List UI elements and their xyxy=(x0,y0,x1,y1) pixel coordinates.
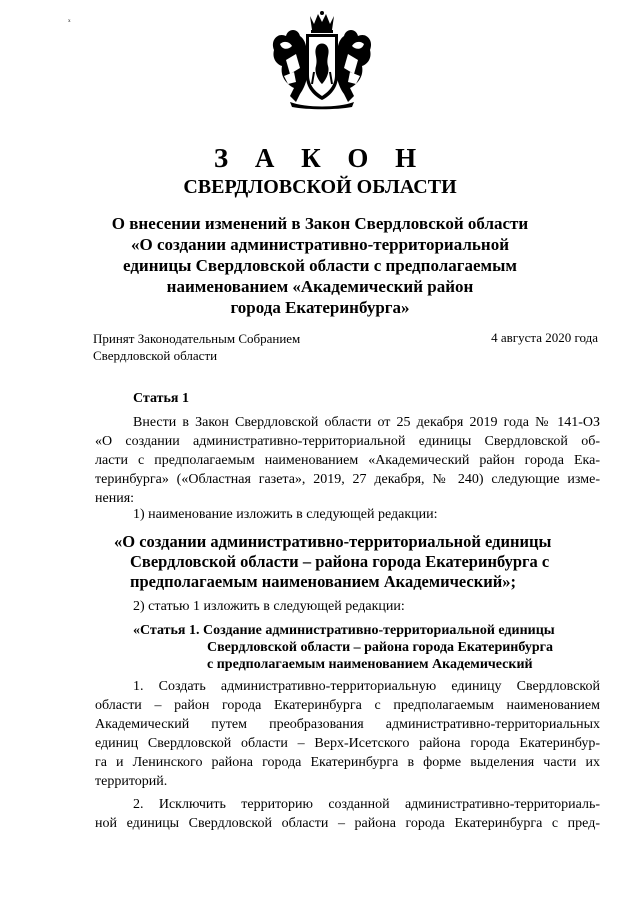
article-heading: Статья 1 xyxy=(133,391,189,406)
amendment-item-1: 1) наименование изложить в следующей редакции: xyxy=(133,507,438,522)
document-title: З А К О Н xyxy=(213,143,427,173)
paragraph-line: ласти с предполагаемым наименованием «Академический район города Ека- xyxy=(95,453,600,468)
coat-of-arms-emblem xyxy=(266,10,378,110)
paragraph-line: 2. Исключить территорию созданной административно-территориаль- xyxy=(133,797,600,812)
paragraph-line: га и Ленинского района города Екатеринбурга в форме выделения части их xyxy=(95,755,600,770)
paragraph-line: области – район города Екатеринбурга с предполагаемым наименованием xyxy=(95,698,600,713)
quote-line: «О создании административно-территориальной единицы xyxy=(114,532,552,551)
subject-line: единицы Свердловской области с предполагаемым xyxy=(123,256,517,275)
paragraph-line: единиц Свердловской области – Верх-Исетского района города Екатеринбур- xyxy=(95,736,600,751)
adoption-line: Принят Законодательным Собранием xyxy=(93,331,301,346)
paragraph-line: ной единицы Свердловской области – района города Екатеринбурга с пред- xyxy=(95,816,600,831)
document-region: СВЕРДЛОВСКОЙ ОБЛАСТИ xyxy=(183,176,457,198)
paragraph-line: нения: xyxy=(95,491,135,506)
article-1-line: с предполагаемым наименованием Академический xyxy=(207,657,533,672)
corner-mark: ₓ xyxy=(68,13,71,23)
adoption-note xyxy=(93,330,300,364)
subject-line: наименованием «Академический район xyxy=(166,277,474,296)
adoption-date: 4 августа 2020 года xyxy=(491,330,598,345)
law-subject xyxy=(100,213,540,318)
article-intro-paragraph xyxy=(95,413,600,508)
amendment-item-2: 2) статью 1 изложить в следующей редакции: xyxy=(133,599,405,614)
clause-1-paragraph xyxy=(95,677,600,791)
paragraph-line: Академический путем преобразования административно-территориальных xyxy=(95,717,600,732)
article-1-line: «Статья 1. Создание административно-территориальной единицы xyxy=(133,623,555,638)
paragraph-line: «О создании административно-территориальной единицы Свердловской об- xyxy=(95,434,600,449)
new-title-quote xyxy=(114,532,604,592)
article-1-line: Свердловской области – района города Екатеринбурга xyxy=(207,640,553,655)
article-1-heading xyxy=(133,622,603,673)
subject-line: «О создании административно-территориальной xyxy=(131,235,509,254)
clause-2-paragraph xyxy=(95,795,600,833)
subject-line: О внесении изменений в Закон Свердловской области xyxy=(111,214,529,233)
paragraph-line: территорий. xyxy=(95,774,168,789)
paragraph-line: Внести в Закон Свердловской области от 25 декабря 2019 года № 141-ОЗ xyxy=(133,415,600,430)
quote-line: Свердловской области – района города Екатеринбурга с xyxy=(130,552,550,571)
paragraph-line: теринбурга» («Областная газета», 2019, 27 декабря, № 240) следующие изме- xyxy=(95,472,600,487)
quote-line: предполагаемым наименованием Академический»; xyxy=(130,572,517,591)
adoption-line: Свердловской области xyxy=(93,348,218,363)
coat-of-arms-icon xyxy=(266,10,378,110)
subject-line: города Екатеринбурга» xyxy=(230,298,410,317)
paragraph-line: 1. Создать административно-территориальную единицу Свердловской xyxy=(133,679,600,694)
